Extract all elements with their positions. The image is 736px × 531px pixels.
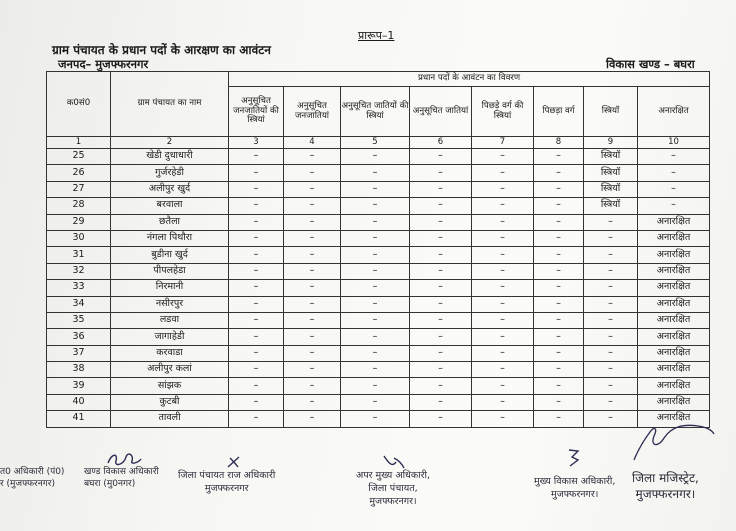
row-cell: स्त्रियॉ [584,181,638,197]
row-cell: – [229,329,284,345]
table-row [47,263,710,279]
row-cell: – [472,181,534,197]
row-cell: अनारक्षित [638,362,710,378]
header-allocation-group: प्रधान पदों के आवंटन का विवरण [229,72,710,87]
row-village-name: सांझक [111,378,229,394]
row-cell: – [584,411,638,427]
row-cell: – [584,378,638,394]
row-sno: 36 [47,329,111,345]
row-cell: – [472,329,534,345]
row-cell: – [341,394,410,410]
row-village-name: अलीपुर खुर्द [111,181,229,197]
sig2-line1: खण्ड विकास अधिकारी [84,467,159,477]
form-number: प्रारूप–1 [358,29,395,42]
row-cell: – [284,181,341,197]
row-cell: – [341,230,410,246]
row-village-name: तावली [111,411,229,427]
row-cell: स्त्रियॉ [584,165,638,181]
row-cell: – [472,345,534,361]
header-village: ग्राम पंचायत का नाम [111,72,229,137]
row-cell: – [229,247,284,263]
row-cell: – [284,280,341,296]
row-village-name: अलीपुर कलां [111,362,229,378]
row-cell: – [472,280,534,296]
row-cell: – [584,296,638,312]
header-sub-3: अनुसूचित जनजातियों की स्त्रियां [229,87,284,137]
row-cell: – [472,149,534,165]
row-village-name: जागाहेडी [111,329,229,345]
row-cell: – [410,296,472,312]
sig4-line1: अपर मुख्य अधिकारी, [356,470,431,481]
column-number: 6 [410,137,472,149]
row-cell: – [584,230,638,246]
header-sub-4: अनुसूचित जनजातियां [284,87,341,137]
row-cell: – [410,378,472,394]
sig6-line2: मुजफ्फरनगर। [635,487,696,502]
header-sub-10: अनारक्षित [638,87,710,137]
table-row [47,181,710,197]
row-cell: – [341,411,410,427]
row-cell: – [341,263,410,279]
column-number: 9 [584,137,638,149]
row-village-name: नसीरपुर [111,296,229,312]
column-number: 5 [341,137,410,149]
row-cell: – [410,263,472,279]
row-cell: – [410,362,472,378]
row-cell: – [472,378,534,394]
row-cell: – [410,394,472,410]
row-cell: अनारक्षित [638,214,710,230]
row-cell: – [284,296,341,312]
table-row [47,247,710,263]
row-cell: – [341,329,410,345]
signature-block-4 [356,470,430,508]
row-cell: – [584,362,638,378]
row-sno: 41 [47,411,111,427]
row-cell: – [534,149,584,165]
row-cell: – [410,247,472,263]
table-row [47,329,710,345]
row-village-name: नंगला पिथौरा [111,230,229,246]
table-row [47,280,710,296]
signature-scribble-5 [628,420,718,468]
row-cell: – [229,230,284,246]
row-cell: अनारक्षित [638,230,710,246]
row-sno: 25 [47,149,111,165]
row-sno: 35 [47,312,111,328]
row-cell: – [229,165,284,181]
column-number: 7 [472,137,534,149]
row-village-name: छतैला [111,214,229,230]
row-cell: – [638,165,710,181]
row-cell: – [229,149,284,165]
row-cell: – [284,362,341,378]
sig3-line1: जिला पंचायत राज अधिकारी [178,470,276,481]
row-cell: – [534,362,584,378]
row-cell: – [341,214,410,230]
signature-scribble-2 [226,455,242,469]
table-row [47,230,710,246]
row-sno: 33 [47,280,111,296]
row-cell: – [284,165,341,181]
row-cell: – [472,214,534,230]
row-cell: अनारक्षित [638,394,710,410]
row-cell: – [472,312,534,328]
row-cell: – [229,411,284,427]
row-cell: – [410,149,472,165]
row-cell: अनारक्षित [638,296,710,312]
row-cell: – [584,280,638,296]
row-cell: – [341,296,410,312]
row-cell: – [584,312,638,328]
table-row [47,362,710,378]
row-cell: – [534,378,584,394]
row-sno: 29 [47,214,111,230]
table-row [47,345,710,361]
signature-block-2 [84,466,159,490]
row-cell: – [472,230,534,246]
row-cell: – [534,230,584,246]
table-row [47,411,710,427]
row-cell: – [229,345,284,361]
row-sno: 39 [47,378,111,394]
row-cell: – [410,198,472,214]
row-cell: – [638,198,710,214]
row-cell: – [284,198,341,214]
table-row [47,214,710,230]
row-cell: – [341,165,410,181]
row-cell: – [534,263,584,279]
row-cell: – [410,230,472,246]
row-sno: 26 [47,165,111,181]
row-cell: – [229,198,284,214]
column-number: 2 [111,137,229,149]
reservation-table [46,71,710,428]
row-cell: – [534,214,584,230]
row-cell: – [410,165,472,181]
row-cell: अनारक्षित [638,378,710,394]
row-cell: – [284,329,341,345]
row-sno: 34 [47,296,111,312]
sig5-line2: मुजफ्फरनगर। [551,488,599,500]
row-cell: – [229,296,284,312]
row-cell: – [284,345,341,361]
row-cell: – [410,312,472,328]
row-cell: – [410,345,472,361]
table-row [47,296,710,312]
row-cell: – [638,149,710,165]
row-cell: अनारक्षित [638,411,710,427]
header-sno: क0सं0 [47,72,111,137]
header-sub-5: अनुसूचित जातियों की स्त्रियां [341,87,410,137]
row-cell: – [284,247,341,263]
row-cell: – [534,394,584,410]
row-cell: – [229,263,284,279]
row-sno: 37 [47,345,111,361]
page-title: ग्राम पंचायत के प्रधान पदों के आरक्षण का आवंटन [52,43,271,57]
sig4-line2: जिला पंचायत, [368,482,418,494]
row-cell: – [584,394,638,410]
column-number: 10 [638,137,710,149]
row-cell: – [229,362,284,378]
row-cell: अनारक्षित [638,280,710,296]
row-cell: – [472,165,534,181]
sig3-line2: मुजफ्फरनगर [204,482,249,494]
row-cell: – [638,181,710,197]
row-village-name: बरवाला [111,198,229,214]
header-sub-9: स्त्रियॉ [584,87,638,137]
row-cell: – [341,181,410,197]
table-row [47,312,710,328]
row-cell: – [284,214,341,230]
row-cell: – [410,329,472,345]
row-village-name: कुटबी [111,394,229,410]
row-cell: – [584,263,638,279]
row-cell: – [410,181,472,197]
column-number: 4 [284,137,341,149]
row-village-name: निरमानी [111,280,229,296]
signature-block-6 [632,470,699,502]
row-cell: – [284,263,341,279]
row-cell: अनारक्षित [638,247,710,263]
row-cell: – [284,394,341,410]
district-label: जनपद– मुजफ्फरनगर [58,57,149,71]
block-label: विकास खण्ड – बघरा [606,57,695,71]
sig1-line2: र (मुजफ्फरनगर) [0,479,55,490]
row-cell: – [341,198,410,214]
row-village-name: बुडीना खुर्द [111,247,229,263]
row-cell: – [341,247,410,263]
table-row [47,198,710,214]
signature-block-3 [178,470,275,496]
signature-scribble-4 [566,448,582,468]
row-sno: 31 [47,247,111,263]
sig1-line1: त0 अधिकारी (पं0) [0,467,65,477]
row-cell: – [584,214,638,230]
row-cell: – [229,280,284,296]
row-cell: – [472,296,534,312]
row-cell: – [229,394,284,410]
table-row [47,149,710,165]
row-cell: अनारक्षित [638,345,710,361]
row-village-name: गुर्जरहेडी [111,165,229,181]
signature-block-5 [534,476,615,502]
row-cell: – [472,198,534,214]
row-cell: – [472,263,534,279]
column-number: 3 [229,137,284,149]
row-cell: – [341,280,410,296]
row-cell: – [534,198,584,214]
row-cell: – [341,378,410,394]
table-row [47,165,710,181]
signature-block-1 [0,466,64,490]
column-number: 1 [47,137,111,149]
row-cell: – [284,149,341,165]
row-cell: – [472,247,534,263]
table-row [47,378,710,394]
row-cell: – [341,345,410,361]
sig6-line1: जिला मजिस्ट्रेट, [632,471,699,485]
row-cell: अनारक्षित [638,263,710,279]
row-cell: अनारक्षित [638,312,710,328]
row-sno: 32 [47,263,111,279]
row-cell: – [534,345,584,361]
row-cell: – [341,312,410,328]
row-cell: – [472,411,534,427]
row-cell: – [410,214,472,230]
row-cell: – [341,362,410,378]
row-cell: – [229,312,284,328]
row-cell: – [229,214,284,230]
row-cell: – [584,247,638,263]
row-cell: – [341,149,410,165]
row-cell: – [534,329,584,345]
row-cell: – [410,411,472,427]
row-cell: – [534,296,584,312]
row-cell: – [410,280,472,296]
row-sno: 38 [47,362,111,378]
row-cell: – [284,312,341,328]
row-sno: 30 [47,230,111,246]
row-cell: – [534,411,584,427]
row-cell: – [284,230,341,246]
header-sub-7: पिछड़े वर्ग की स्त्रियां [472,87,534,137]
row-cell: स्त्रियॉ [584,198,638,214]
row-sno: 27 [47,181,111,197]
row-cell: – [584,345,638,361]
column-number: 8 [534,137,584,149]
row-cell: – [229,378,284,394]
row-cell: – [534,165,584,181]
header-sub-6: अनुसूचित जातियां [410,87,472,137]
row-cell: – [534,312,584,328]
table-row [47,394,710,410]
row-village-name: पीपलहेडा [111,263,229,279]
row-cell: – [534,181,584,197]
row-village-name: करवाडा [111,345,229,361]
row-cell: – [584,329,638,345]
row-cell: – [534,247,584,263]
sig2-line2: बघरा (मु0नगर) [84,479,136,490]
row-cell: – [229,181,284,197]
row-sno: 40 [47,394,111,410]
row-sno: 28 [47,198,111,214]
row-cell: अनारक्षित [638,329,710,345]
header-sub-8: पिछड़ा वर्ग [534,87,584,137]
row-cell: – [472,394,534,410]
row-cell: – [534,280,584,296]
sig5-line1: मुख्य विकास अधिकारी, [534,476,616,487]
sig4-line3: मुजफ्फरनगर। [369,495,417,507]
row-village-name: खेडी दुधाधारी [111,149,229,165]
row-cell: – [284,411,341,427]
row-cell: – [284,378,341,394]
row-village-name: लडवा [111,312,229,328]
row-cell: – [472,362,534,378]
row-cell: स्त्रियॉ [584,149,638,165]
